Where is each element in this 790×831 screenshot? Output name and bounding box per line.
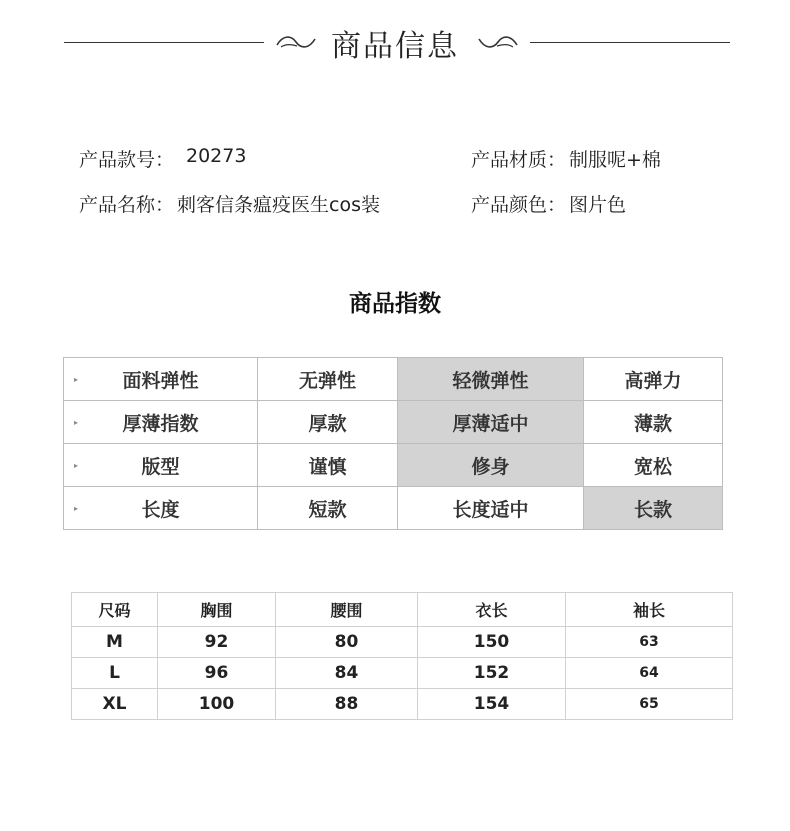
index-option: 长度适中 bbox=[398, 487, 584, 530]
right-swirl-ornament bbox=[477, 33, 519, 51]
waist-cell: 84 bbox=[276, 658, 418, 689]
column-header: 袖长 bbox=[566, 593, 733, 627]
index-row-fit bbox=[64, 444, 723, 487]
page-title: 商品信息 bbox=[331, 29, 459, 64]
chest-cell: 96 bbox=[158, 658, 276, 689]
index-option-selected: 长款 bbox=[584, 487, 723, 530]
size-chart-table bbox=[71, 592, 733, 720]
index-option-selected: 轻微弹性 bbox=[398, 358, 584, 401]
index-option: 谨慎 bbox=[258, 444, 398, 487]
waist-cell: 80 bbox=[276, 627, 418, 658]
length-cell: 154 bbox=[418, 689, 566, 720]
size-cell: XL bbox=[72, 689, 158, 720]
index-option-selected: 修身 bbox=[398, 444, 584, 487]
index-option: 无弹性 bbox=[258, 358, 398, 401]
index-row-label: ▸ 版型 bbox=[64, 444, 258, 487]
length-cell: 152 bbox=[418, 658, 566, 689]
color-label: 产品颜色： bbox=[471, 194, 567, 216]
index-option: 宽松 bbox=[584, 444, 723, 487]
waist-cell: 88 bbox=[276, 689, 418, 720]
size-row bbox=[72, 627, 733, 658]
material-label: 产品材质： bbox=[471, 149, 567, 171]
index-option: 薄款 bbox=[584, 401, 723, 444]
index-row-length bbox=[64, 487, 723, 530]
column-header: 衣长 bbox=[418, 593, 566, 627]
index-row-label: ▸ 长度 bbox=[64, 487, 258, 530]
index-option: 厚款 bbox=[258, 401, 398, 444]
chest-cell: 100 bbox=[158, 689, 276, 720]
index-section-title: 商品指数 bbox=[349, 291, 441, 317]
style-no-label: 产品款号： bbox=[79, 149, 175, 171]
column-header: 腰围 bbox=[276, 593, 418, 627]
size-cell: L bbox=[72, 658, 158, 689]
size-row bbox=[72, 658, 733, 689]
material-value: 制服呢+棉 bbox=[569, 149, 661, 171]
sleeve-cell: 63 bbox=[566, 627, 733, 658]
sleeve-cell: 64 bbox=[566, 658, 733, 689]
length-cell: 150 bbox=[418, 627, 566, 658]
index-row-label: ▸ 厚薄指数 bbox=[64, 401, 258, 444]
size-cell: M bbox=[72, 627, 158, 658]
column-header: 胸围 bbox=[158, 593, 276, 627]
chest-cell: 92 bbox=[158, 627, 276, 658]
style-no-value: 20273 bbox=[186, 145, 247, 167]
product-index-table bbox=[63, 357, 723, 530]
index-row-elasticity bbox=[64, 358, 723, 401]
index-row-label: ▸ 面料弹性 bbox=[64, 358, 258, 401]
column-header: 尺码 bbox=[72, 593, 158, 627]
name-value: 刺客信条瘟疫医生cos装 bbox=[177, 194, 380, 216]
arrow-icon: ▸ bbox=[74, 461, 79, 470]
index-option-selected: 厚薄适中 bbox=[398, 401, 584, 444]
name-label: 产品名称： bbox=[79, 194, 175, 216]
index-row-thickness bbox=[64, 401, 723, 444]
sleeve-cell: 65 bbox=[566, 689, 733, 720]
index-option: 短款 bbox=[258, 487, 398, 530]
size-table-header bbox=[72, 593, 733, 627]
arrow-icon: ▸ bbox=[74, 504, 79, 513]
arrow-icon: ▸ bbox=[74, 375, 79, 384]
header-right-rule bbox=[530, 42, 730, 43]
color-value: 图片色 bbox=[569, 194, 627, 216]
size-row bbox=[72, 689, 733, 720]
index-option: 高弹力 bbox=[584, 358, 723, 401]
arrow-icon: ▸ bbox=[74, 418, 79, 427]
